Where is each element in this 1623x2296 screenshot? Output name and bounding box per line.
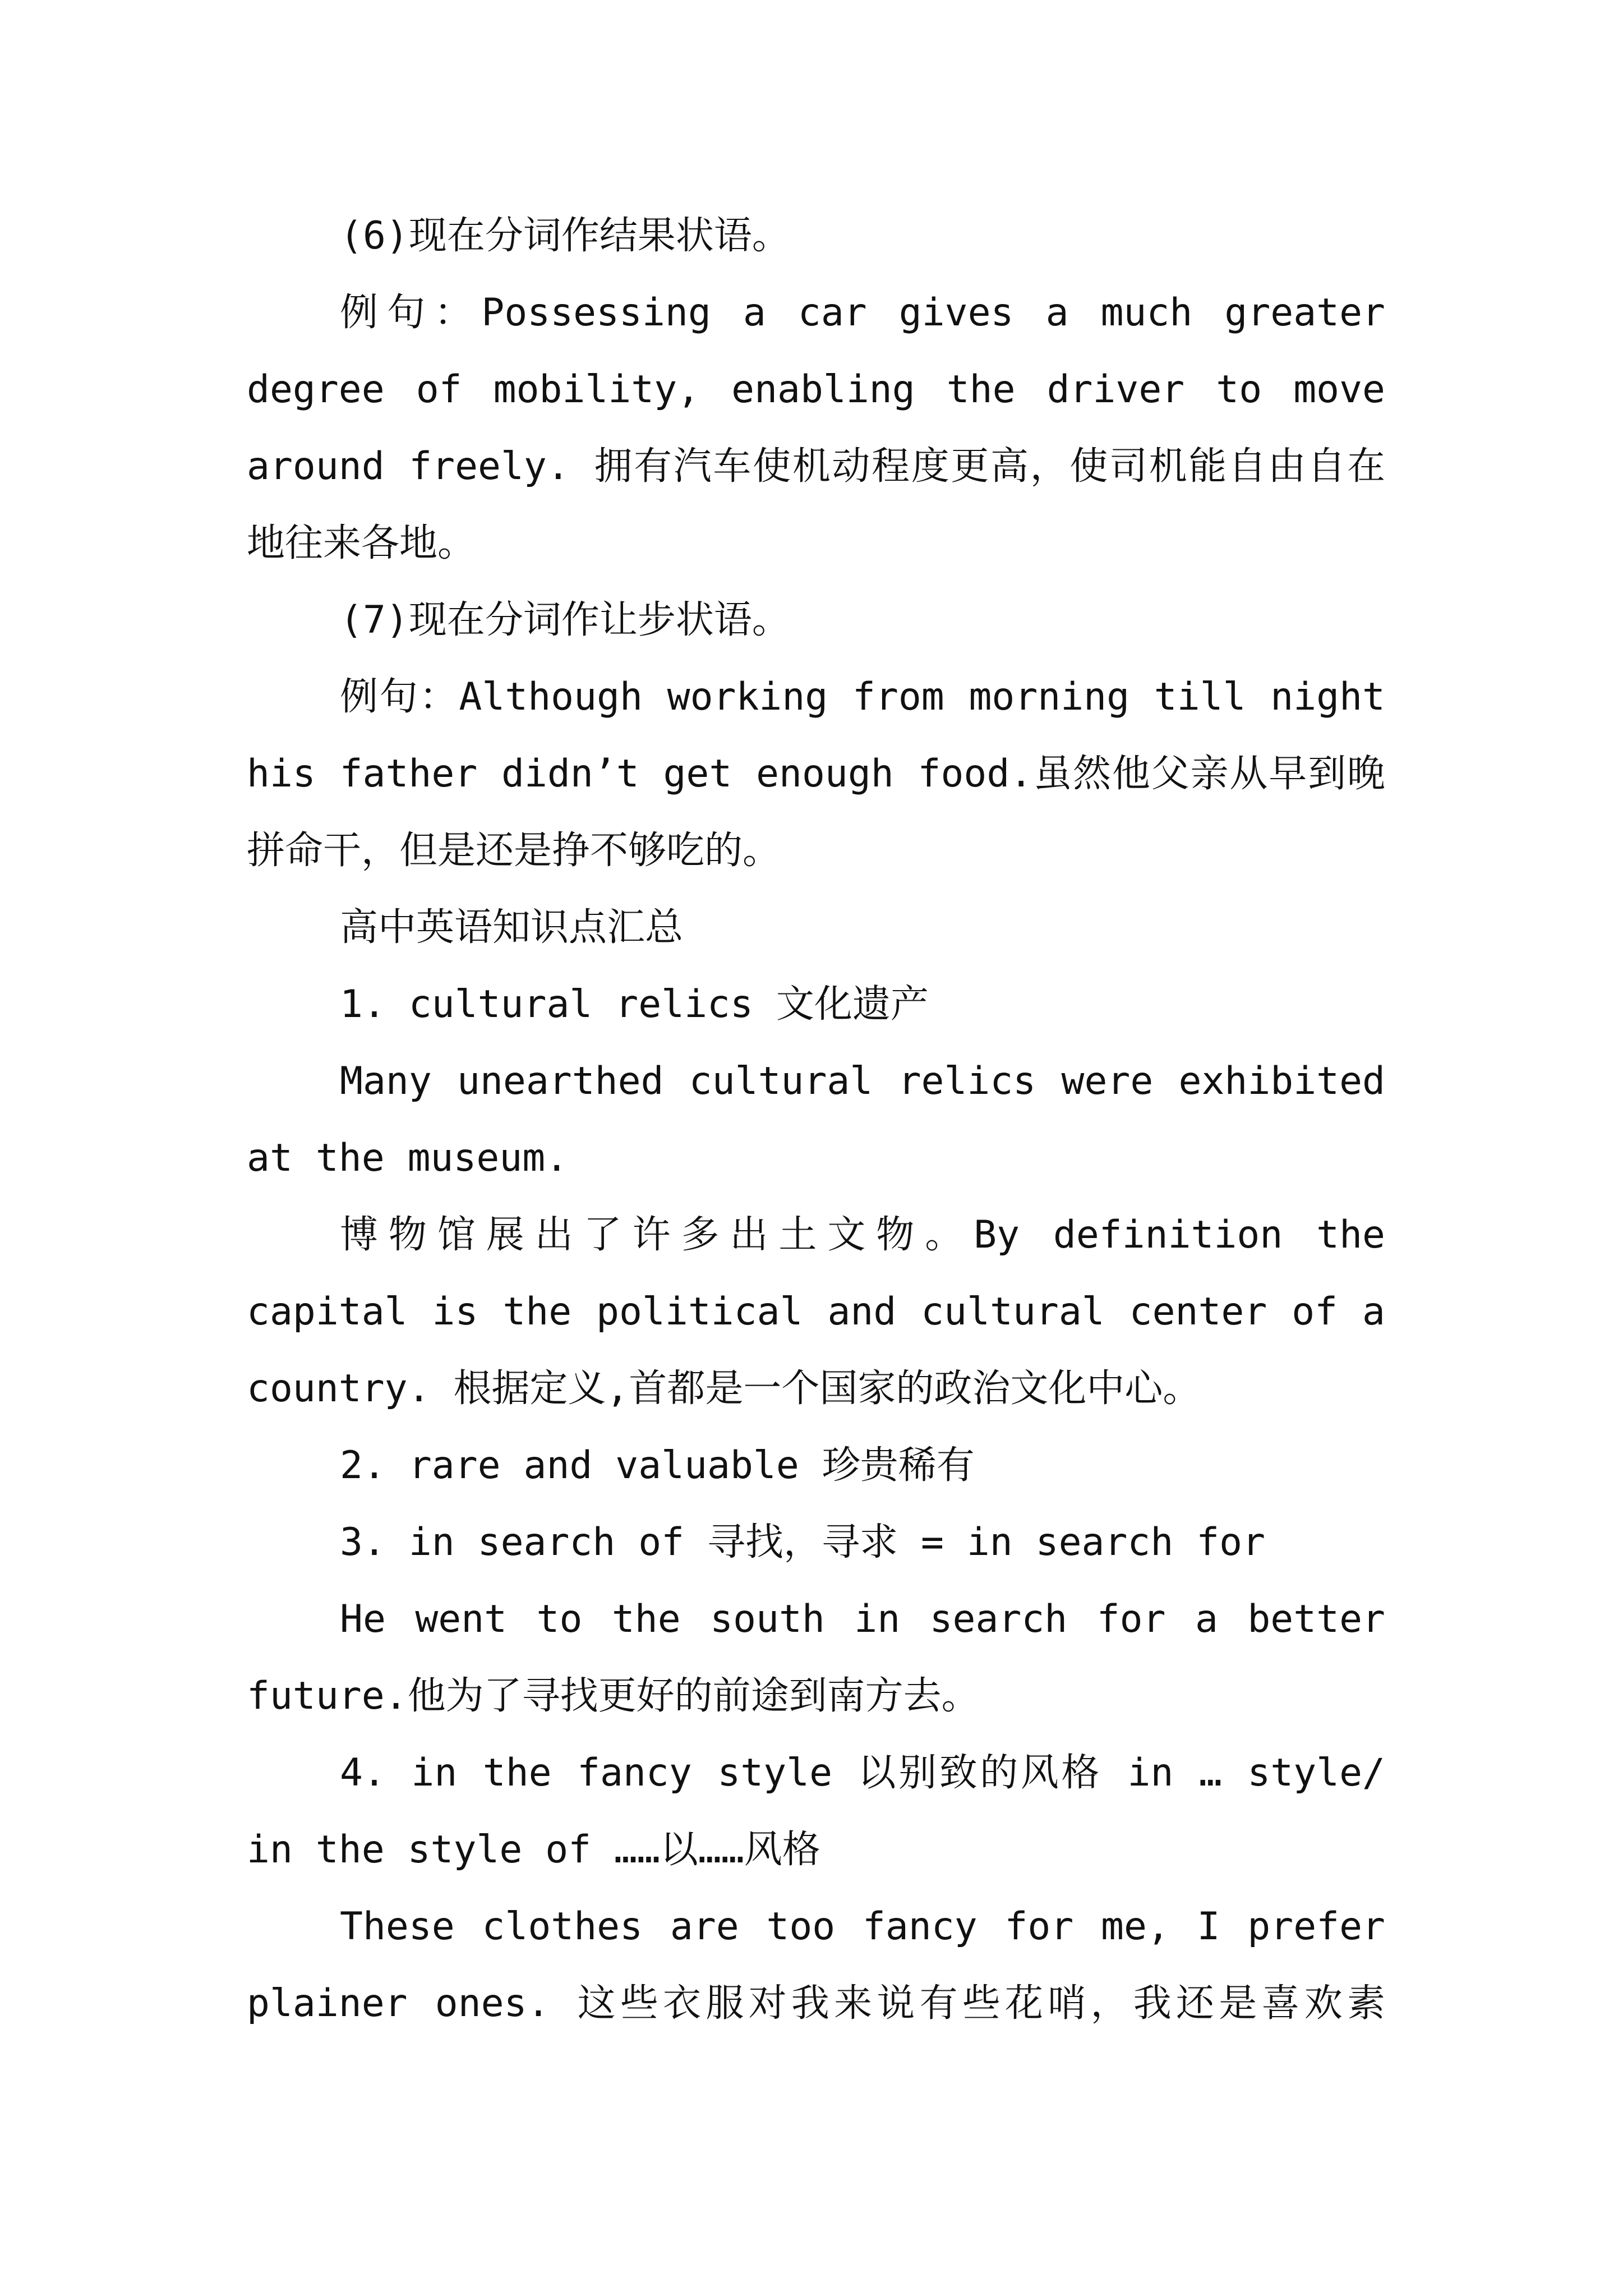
heading-participle-result: (6)现在分词作结果状语。 (340, 214, 790, 258)
example-capital-definition: 博物馆展出了许多出土文物。By definition the capital is the political and cultural center of a country. 根据定义,首都是一个国家的政治文化中心。 (247, 1213, 1385, 1411)
item-fancy-style: 4. in the fancy style 以别致的风格 in … style/ in the style of ……以……风格 (247, 1751, 1385, 1872)
heading-participle-concession: (7)现在分词作让步状语。 (340, 598, 790, 642)
example-possessing-car: 例句：Possessing a car gives a much greater degree of mobility, enabling the driver to move around freely. 拥有汽车使机动程度更高，使司机能自由自在地往来各地。 (247, 291, 1385, 565)
example-although-working: 例句：Although working from morning till night his father didn’t get enough food.虽然他父亲从早到晚拼命干，但是还是挣不够吃的。 (247, 675, 1385, 873)
item-cultural-relics: 1. cultural relics 文化遗产 (340, 982, 929, 1027)
example-went-south: He went to the south in search for a better future.他为了寻找更好的前途到南方去。 (247, 1597, 1385, 1718)
item-in-search-of: 3. in search of 寻找，寻求 = in search for (340, 1520, 1266, 1565)
section-title-knowledge-summary: 高中英语知识点汇总 (340, 905, 684, 950)
item-rare-valuable: 2. rare and valuable 珍贵稀有 (340, 1443, 975, 1488)
example-fancy-clothes: These clothes are too fancy for me, I prefer plainer ones. 这些衣服对我来说有些花哨，我还是喜欢素 (247, 1904, 1385, 2026)
example-unearthed-relics: Many unearthed cultural relics were exhibited at the museum. (247, 1059, 1385, 1180)
document-body (247, 197, 1385, 2042)
